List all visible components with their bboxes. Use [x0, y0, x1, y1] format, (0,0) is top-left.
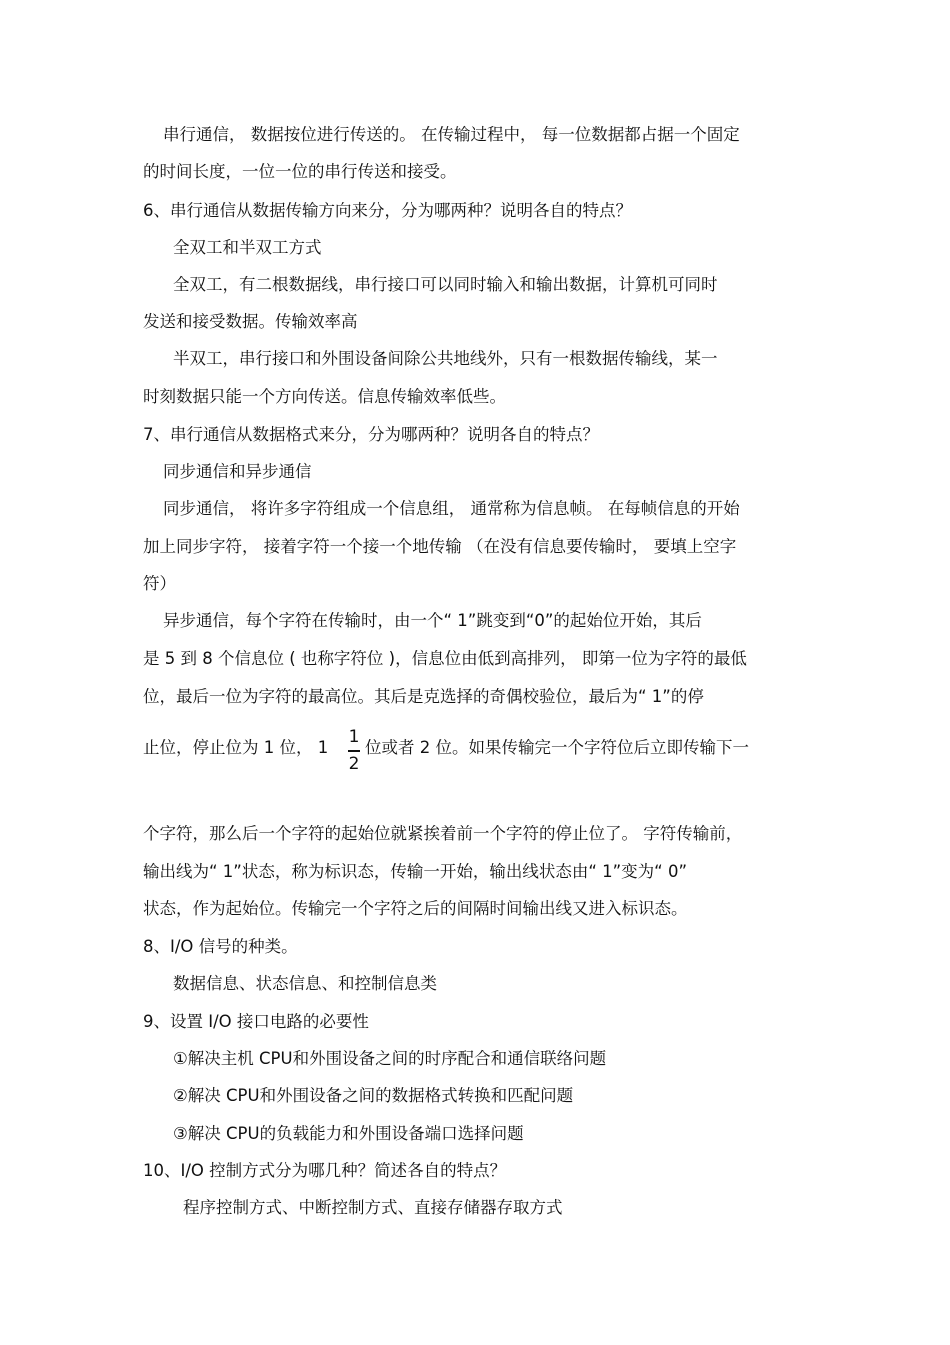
answer-line: 异步通信，每个字符在传输时，由一个“ 1”跳变到“0”的起始位开始，其后 — [163, 611, 702, 630]
answer-line: 全双工和半双工方式 — [173, 238, 322, 257]
answer-line: 加上同步字符， 接着字符一个接一个地传输 （在没有信息要传输时， 要填上空字 — [143, 537, 737, 556]
answer-line: 位，最后一位为字符的最高位。其后是克选择的奇偶校验位，最后为“ 1”的停 — [143, 687, 704, 706]
answer-line: 位或者 2 位。如果传输完一个字符位后立即传输下一 — [365, 738, 749, 757]
answer-line: 发送和接受数据。传输效率高 — [143, 312, 358, 331]
answer-line: 同步通信， 将许多字符组成一个信息组， 通常称为信息帧。 在每帧信息的开始 — [163, 499, 740, 518]
answer-line: 个字符，那么后一个字符的起始位就紧挨着前一个字符的停止位了。 字符传输前， — [143, 824, 743, 843]
question-heading: 9、设置 I/O 接口电路的必要性 — [143, 1012, 369, 1031]
question-heading: 6、串行通信从数据传输方向来分，分为哪两种？说明各自的特点？ — [143, 201, 632, 220]
answer-line: 状态，作为起始位。传输完一个字符之后的间隔时间输出线又进入标识态。 — [143, 899, 688, 918]
fraction-bar — [348, 750, 360, 752]
answer-line: 止位，停止位为 1 位， 1 — [143, 738, 329, 757]
text-line: 的时间长度，一位一位的串行传送和接受。 — [143, 162, 457, 181]
answer-line: 半双工，串行接口和外围设备间除公共地线外，只有一根数据传输线，某一 — [173, 349, 718, 368]
answer-line: 是 5 到 8 个信息位 ( 也称字符位 )，信息位由低到高排列， 即第一位为字符的最低 — [143, 649, 747, 668]
fraction-denominator: 2 — [348, 754, 360, 774]
answer-line: 时刻数据只能一个方向传送。信息传输效率低些。 — [143, 387, 506, 406]
answer-line: 数据信息、状态信息、和控制信息类 — [173, 974, 437, 993]
answer-line: 输出线为“ 1”状态，称为标识态，传输一开始，输出线状态由“ 1”变为“ 0” — [143, 862, 688, 881]
text-line: 串行通信， 数据按位进行传送的。 在传输过程中， 每一位数据都占据一个固定 — [163, 125, 740, 144]
fraction-numerator: 1 — [348, 727, 360, 747]
answer-line: 符） — [143, 574, 176, 593]
answer-line: 同步通信和异步通信 — [163, 462, 312, 481]
list-item: ②解决 CPU和外围设备之间的数据格式转换和匹配问题 — [173, 1086, 574, 1105]
answer-line: 全双工，有二根数据线，串行接口可以同时输入和输出数据，计算机可同时 — [173, 275, 718, 294]
question-heading: 7、串行通信从数据格式来分，分为哪两种？说明各自的特点？ — [143, 425, 599, 444]
list-item: ①解决主机 CPU和外围设备之间的时序配合和通信联络问题 — [173, 1049, 607, 1068]
question-heading: 10、I/O 控制方式分为哪几种？简述各自的特点？ — [143, 1161, 507, 1180]
answer-line: 程序控制方式、中断控制方式、直接存储器存取方式 — [183, 1198, 563, 1217]
question-heading: 8、I/O 信号的种类。 — [143, 937, 298, 956]
list-item: ③解决 CPU的负载能力和外围设备端口选择问题 — [173, 1124, 524, 1143]
